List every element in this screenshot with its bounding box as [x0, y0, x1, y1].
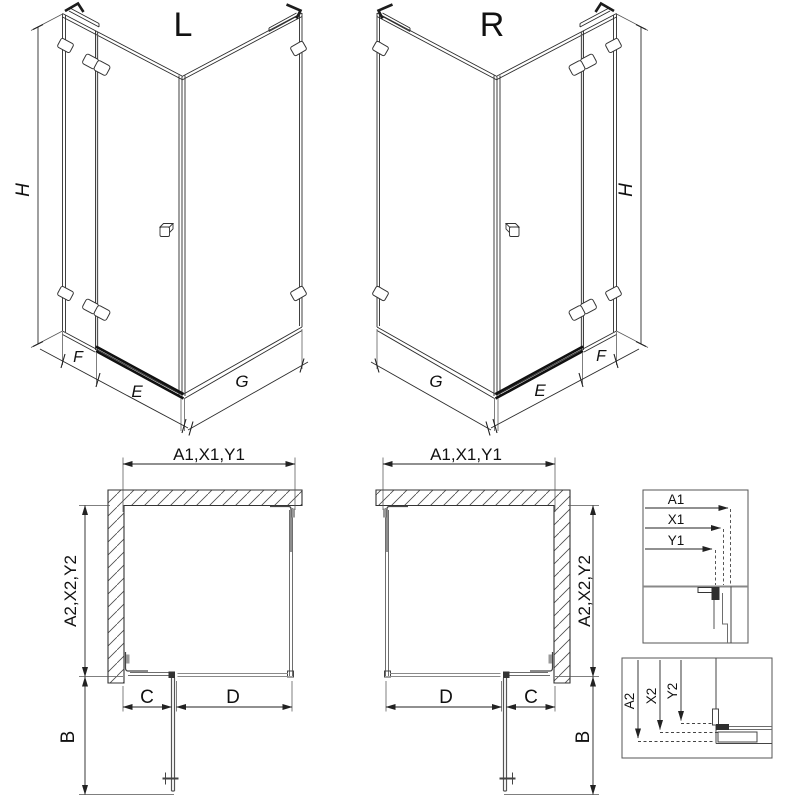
iso-right-title: R [479, 6, 505, 44]
plan-right-width-label: A1,X1,Y1 [430, 445, 502, 464]
plan-left-swing-label: B [58, 730, 79, 744]
iso-right-door-label: E [534, 381, 546, 400]
iso-left-door-label: E [131, 382, 143, 401]
view-iso-right [371, 4, 648, 436]
plan-left-wall-hatch [108, 490, 302, 683]
iso-right-fixed-label: F [596, 348, 606, 365]
detail-x1-label: X1 [667, 512, 685, 527]
plan-right-depth-label: A2,X2,Y2 [575, 555, 594, 627]
detail-a1-label: A1 [667, 492, 685, 507]
detail-y1-label: Y1 [667, 533, 685, 548]
detail-depth-box [622, 658, 772, 758]
plan-left-door-label: D [226, 687, 240, 708]
plan-right-fixed-label: C [524, 687, 538, 708]
plan-left-fixed-label: C [140, 687, 154, 708]
plan-right-swing-label: B [573, 730, 594, 744]
view-iso-left [31, 4, 308, 436]
iso-left-return-label: G [235, 372, 249, 391]
iso-left-height-label: H [13, 183, 34, 197]
iso-left-title: L [173, 6, 193, 44]
detail-y2-label: Y2 [665, 682, 680, 700]
detail-a2-label: A2 [622, 692, 637, 710]
plan-right-door-label: D [439, 687, 453, 708]
iso-right-return-label: G [429, 372, 443, 391]
detail-x2-label: X2 [644, 687, 659, 705]
plan-left-depth-label: A2,X2,Y2 [61, 555, 80, 627]
iso-left-fixed-label: F [73, 349, 83, 366]
detail-width-box [643, 490, 748, 643]
plan-left-width-label: A1,X1,Y1 [173, 445, 245, 464]
plan-right-wall-hatch [376, 490, 570, 683]
iso-right-height-label: H [616, 183, 637, 197]
